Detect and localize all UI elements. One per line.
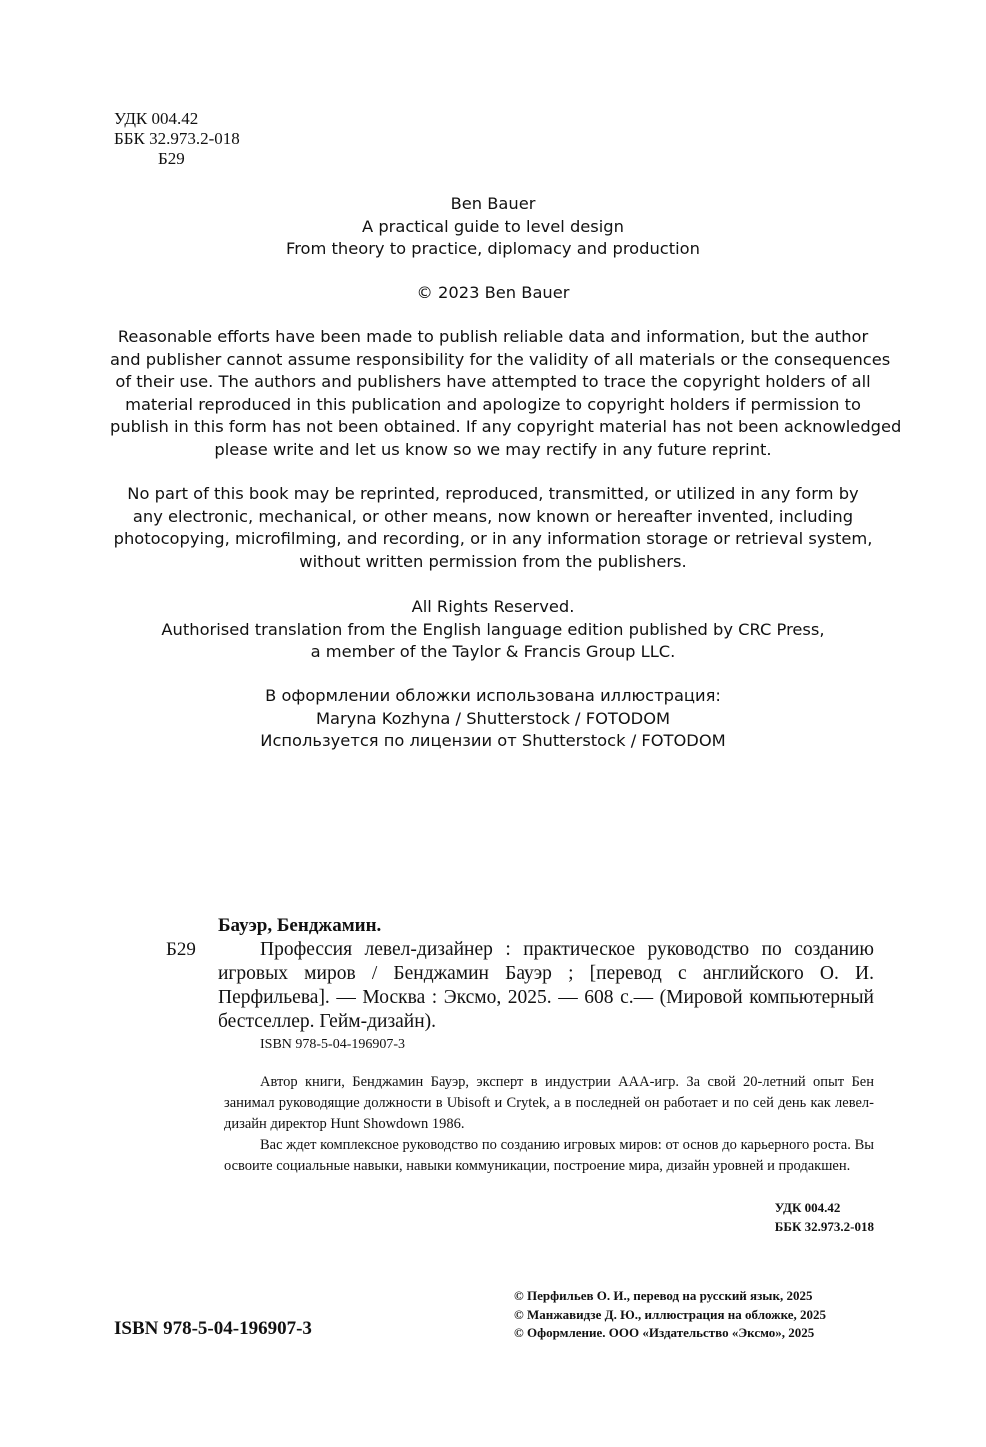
original-copyright: [110, 282, 876, 305]
cover-credit-line: В оформлении обложки использована иллюстрация:: [265, 686, 721, 705]
disclaimer-line: publish in this form has not been obtained. If any copyright material has not been acknowledged: [110, 417, 902, 437]
classification-header: [114, 109, 240, 169]
catalog-description-text: Профессия левел-дизайнер : практическое руководство по созданию игровых миров / Бенджамин Бауэр ; [перевод с английского О. И. Перфильева]. — Москва : Эксмо, 2025. — 608 с.— (Мировой компьютерный бестселлер. Гейм-дизайн).: [218, 939, 874, 1032]
catalog-isbn: ISBN 978-5-04-196907-3: [260, 1037, 406, 1052]
original-subtitle: From theory to practice, diplomacy and production: [286, 239, 700, 259]
reproduction-line: any electronic, mechanical, or other means, now known or hereafter invented, including: [132, 506, 854, 526]
isbn-footer: ISBN 978-5-04-196907-3: [114, 1318, 312, 1339]
rights-line: a member of the Taylor & Francis Group LLC.: [310, 642, 676, 662]
annotation-paragraph: Вас ждет комплексное руководство по созданию игровых миров: от основ до карьерного роста. Вы освоите социальные навыки, навыки коммуникации, построение мира, дизайн уровней и продакшен.: [224, 1137, 874, 1174]
bbk-code: ББК 32.973.2-018: [114, 129, 240, 148]
reproduction-line: without written permission from the publishers.: [299, 551, 687, 571]
cover-credit-paragraph: [110, 685, 876, 753]
annotation-paragraph: Автор книги, Бенджамин Бауэр, эксперт в индустрии AAA-игр. За свой 20-летний опыт Бен занимал руководящие должности в Ubisoft и Crytek, а в последней он работает и по сей день как левел-дизайн директор Hunt Showdown 1986.: [224, 1074, 874, 1132]
catalog-bbk: ББК 32.973.2-018: [774, 1219, 874, 1234]
disclaimer-line: of their use. The authors and publishers have attempted to trace the copyright holders of all: [115, 372, 871, 392]
udk-code: УДК 004.42: [114, 109, 199, 128]
rights-line: All Rights Reserved.: [411, 597, 575, 616]
catalog-author-heading: Бауэр, Бенджамин.: [218, 915, 382, 936]
original-title-block: [110, 193, 876, 261]
disclaimer-paragraph: [110, 326, 902, 462]
annotation: [224, 1072, 874, 1177]
reproduction-paragraph: [110, 483, 876, 573]
catalog-udk: УДК 004.42: [774, 1200, 841, 1215]
copyright-line: © Манжавидзе Д. Ю., иллюстрация на обложке, 2025: [514, 1306, 827, 1322]
original-title: A practical guide to level design: [362, 216, 624, 236]
catalog-description: [218, 938, 874, 1034]
author-mark: Б29: [158, 149, 185, 168]
catalog-classification: [775, 1198, 874, 1236]
catalog-code: Б29: [166, 939, 196, 960]
disclaimer-line: and publisher cannot assume responsibility for the validity of all materials or the consequences: [110, 349, 891, 369]
rights-paragraph: [110, 596, 876, 664]
disclaimer-line: please write and let us know so we may rectify in any future reprint.: [214, 439, 772, 459]
reproduction-line: No part of this book may be reprinted, reproduced, transmitted, or utilized in any form by: [127, 484, 859, 503]
reproduction-line: photocopying, microfilming, and recording, or in any information storage or retrieval system,: [113, 529, 873, 549]
copyright-block: [514, 1287, 826, 1343]
copyright-line: © Оформление. ООО «Издательство «Эксмо», 2025: [514, 1325, 815, 1341]
cover-credit-line: Maryna Kozhyna / Shutterstock / FOTODOM: [315, 708, 671, 728]
cover-credit-line: Используется по лицензии от Shutterstock / FOTODOM: [260, 731, 726, 751]
disclaimer-line: material reproduced in this publication and apologize to copyright holders if permission to: [125, 394, 861, 414]
original-author: Ben Bauer: [450, 194, 536, 213]
original-copyright-line: © 2023 Ben Bauer: [416, 283, 570, 302]
disclaimer-line: Reasonable efforts have been made to publish reliable data and information, but the author: [117, 327, 869, 346]
rights-line: Authorised translation from the English language edition published by CRC Press,: [161, 619, 825, 639]
copyright-line: © Перфильев О. И., перевод на русский язык, 2025: [514, 1288, 813, 1303]
